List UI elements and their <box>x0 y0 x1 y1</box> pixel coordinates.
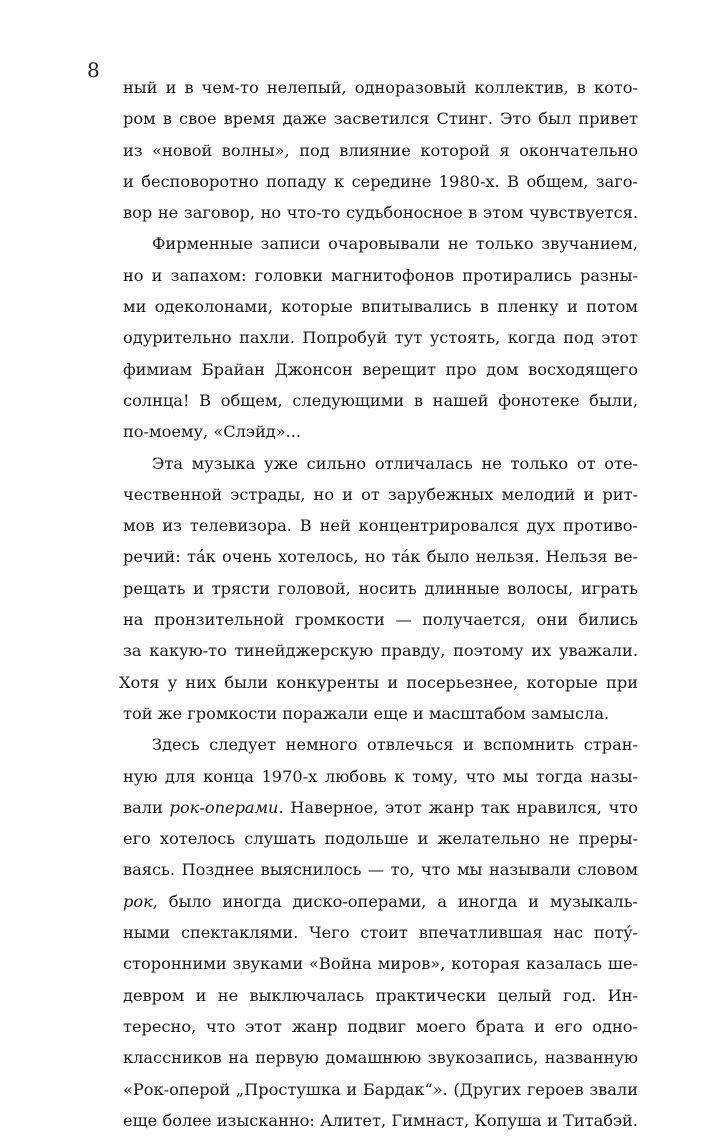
text-line: и бесповоротно попаду к середине 1980-х. В общем, заго- <box>123 171 638 191</box>
text-line: той же громкости поражали еще и масштабом замысла. <box>123 703 610 723</box>
text-line: по-моему, «Слэйд»... <box>123 422 302 442</box>
text-line: Здесь следует немного отвлечься и вспомнить стран- <box>152 735 638 755</box>
text-line: ный и в чем-то нелепый, одноразовый коллектив, в кото- <box>123 78 638 97</box>
text-line: речий: та́к очень хотелось, но та́к было нельзя. Нельзя ве- <box>123 547 638 567</box>
text-line: девром и не выключалась практически целый год. Ин- <box>123 985 638 1005</box>
text-line <box>123 886 638 917</box>
text-line: на пронзительной громкости — получается, они бились <box>123 610 638 630</box>
text-line: одурительно пахли. Попробуй тут устоять, когда под этот <box>123 328 638 348</box>
italic-term: рок <box>123 891 153 911</box>
text-line: ром в свое время даже засветился Стинг. Это был привет <box>123 109 638 129</box>
text-line: за какую-то тинейджерскую правду, поэтому их уважали. <box>123 641 638 661</box>
text-line: тересно, что этот жанр подвиг моего брата и его одно- <box>123 1016 638 1036</box>
text-span: вали <box>123 797 170 817</box>
text-line: фимиам Брайан Джонсон верещит про дом восходящего <box>123 359 638 379</box>
text-line: сторонними звуками «Война миров», которая казалась ше- <box>123 954 638 974</box>
text-line: его хотелось слушать подольше и желательно не преры- <box>123 829 638 849</box>
body-text <box>119 72 639 1136</box>
text-line: ваясь. Позднее выяснилось — то, что мы называли словом <box>123 860 638 880</box>
text-line: но и запахом: головки магнитофонов протирались разны- <box>123 265 638 285</box>
text-line: Эта музыка уже сильно отличалась не только от оте- <box>152 453 638 473</box>
text-line: чественной эстрады, но и от зарубежных мелодий и рит- <box>123 484 638 504</box>
text-line: из «новой волны», под влияние которой я окончательно <box>123 140 638 160</box>
text-line: ми одеколонами, которые впитывались в пленку и потом <box>123 297 638 317</box>
text-line: еще более изысканно: Алитет, Гимнаст, Копуша и Титабэй. <box>123 1110 638 1130</box>
text-line: классников на первую домашнюю звукозапись, названную <box>123 1048 638 1068</box>
text-line: вор не заговор, но что-то судьбоносное в этом чувствуется. <box>123 203 638 223</box>
text-line: рещать и трясти головой, носить длинные волосы, играть <box>123 578 638 598</box>
text-line: ными спектаклями. Чего стоит впечатлившая нас потý- <box>123 923 638 943</box>
text-line: мов из телевизора. В ней концентрировался дух противо- <box>123 516 638 536</box>
text-line: ную для конца 1970-х любовь к тому, что мы тогда назы- <box>123 766 638 786</box>
page-number: 8 <box>87 58 100 82</box>
text-line <box>123 792 638 823</box>
text-line: солнца! В общем, следующими в нашей фонотеке были, <box>123 390 638 410</box>
italic-term: рок-операми <box>169 797 279 817</box>
text-span: , было иногда диско-операми, а иногда и музыкаль- <box>152 891 638 911</box>
text-span: . Наверное, этот жанр так нравился, что <box>278 797 639 817</box>
text-line: «Рок-оперой „Простушка и Бардак“». (Других героев звали <box>123 1079 638 1099</box>
text-line: Хотя у них были конкуренты и посерьезнее, которые при <box>119 672 638 692</box>
text-line: Фирменные записи очаровывали не только звучанием, <box>152 234 638 254</box>
